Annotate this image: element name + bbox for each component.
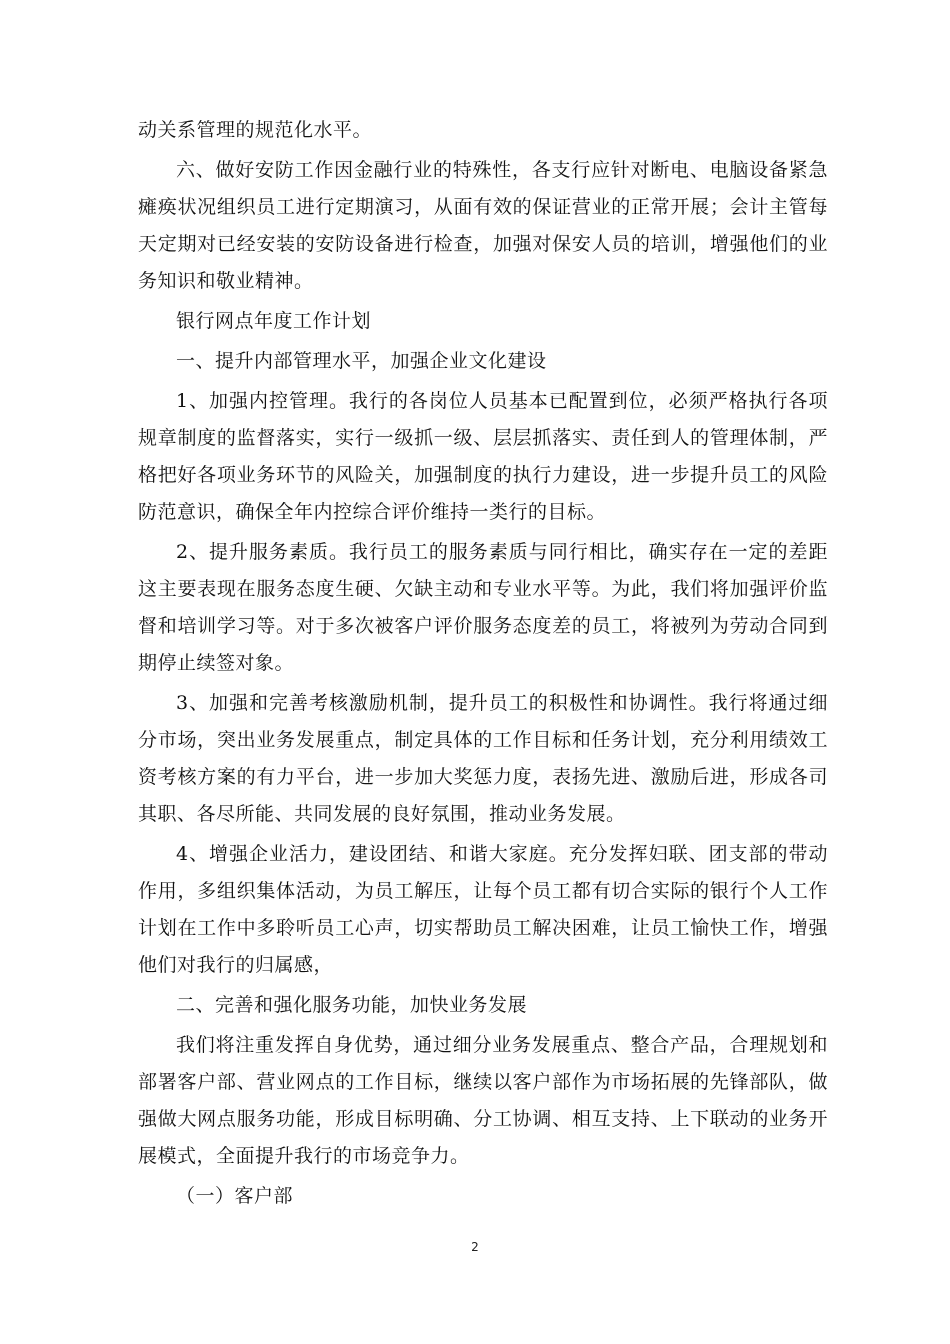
section-heading: 一、提升内部管理水平，加强企业文化建设: [176, 350, 547, 372]
paragraph: 我们将注重发挥自身优势，通过细分业务发展重点、整合产品，合理规划和部署客户部、营业网点的工作目标，继续以客户部作为市场拓展的先锋部队，做强做大网点服务功能，形成目标明确、分工协调、相互支持、上下联动的业务开展模式，全面提升我行的市场竞争力。: [138, 1034, 828, 1167]
section-heading: 二、完善和强化服务功能，加快业务发展: [176, 994, 528, 1016]
section-title: 银行网点年度工作计划: [176, 310, 372, 332]
page-number: 2: [471, 1240, 479, 1254]
paragraph: 六、做好安防工作因金融行业的特殊性，各支行应针对断电、电脑设备紧急瘫痪状况组织员工进行定期演习，从面有效的保证营业的正常开展；会计主管每天定期对已经安装的安防设备进行检查，加强对保安人员的培训，增强他们的业务知识和敬业精神。: [138, 159, 828, 292]
document-body: [138, 112, 828, 1218]
paragraph: 3、加强和完善考核激励机制，提升员工的积极性和协调性。我行将通过细分市场，突出业务发展重点，制定具体的工作目标和任务计划，充分利用绩效工资考核方案的有力平台，进一步加大奖惩力度，表扬先进、激励后进，形成各司其职、各尽所能、共同发展的良好氛围，推动业务发展。: [138, 692, 828, 825]
paragraph: 动关系管理的规范化水平。: [138, 119, 373, 141]
paragraph: 2、提升服务素质。我行员工的服务素质与同行相比，确实存在一定的差距这主要表现在服务态度生硬、欠缺主动和专业水平等。为此，我们将加强评价监督和培训学习等。对于多次被客户评价服务态度差的员工，将被列为劳动合同到期停止续签对象。: [138, 541, 828, 674]
paragraph: 4、增强企业活力，建设团结、和谐大家庭。充分发挥妇联、团支部的带动作用，多组织集体活动，为员工解压，让每个员工都有切合实际的银行个人工作计划在工作中多聆听员工心声，切实帮助员工解决困难，让员工愉快工作，增强他们对我行的归属感，: [138, 843, 828, 976]
paragraph: 1、加强内控管理。我行的各岗位人员基本已配置到位，必须严格执行各项规章制度的监督落实，实行一级抓一级、层层抓落实、责任到人的管理体制，严格把好各项业务环节的风险关，加强制度的执行力建设，进一步提升员工的风险防范意识，确保全年内控综合评价维持一类行的目标。: [138, 390, 828, 523]
subsection-heading: （一）客户部: [176, 1185, 294, 1207]
